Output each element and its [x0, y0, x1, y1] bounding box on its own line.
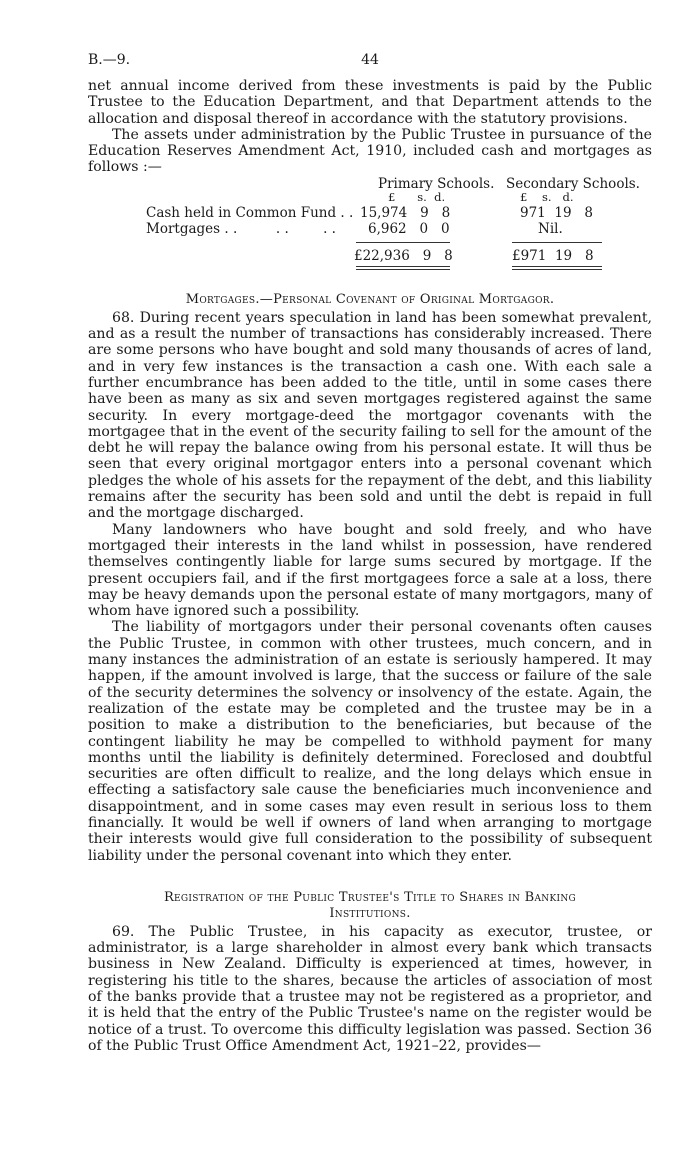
secondary-schools-header: Secondary Schools. — [506, 175, 640, 192]
subtotal-rule-secondary — [512, 242, 602, 243]
mortgages-secondary-value: Nil. — [538, 220, 563, 237]
cash-primary-value: 15,974 9 8 — [360, 204, 451, 221]
registration-heading-line-1: Registration of the Public Trustee's Title to Shares in Banking — [163, 889, 577, 905]
page-number: 44 — [361, 52, 379, 68]
registration-heading-line-2: Institutions. — [329, 905, 411, 921]
total-rule-secondary-2 — [512, 269, 602, 270]
primary-schools-header: Primary Schools. — [378, 175, 495, 192]
primary-units: £ s. d. — [388, 189, 446, 204]
total-rule-primary-2 — [356, 269, 450, 270]
liability-paragraph: The liability of mortgagors under their personal covenants often causes the Public Trustee, in common with other trustees, much concern, and in many instances the administration of an estate is seriously hampered. It may happen, if the amount involved is large, that the success or failure of the sale of the security determines the solvency or insolvency of the estate. Again, the realization of the estate may be completed and the trustee may be in a position to make a distribution to the beneficiaries, but because of the contingent liability he may be compelled to withhold payment for many months until the liability is definitely determined. Foreclosed and doubtful securities are often difficult to realize, and the long delays which ensue in effecting a satisfactory sale cause the beneficiaries much inconvenience and disappointment, and in some cases may even result in serious loss to them financially. It would be well if owners of land when arranging to mortgage their interests would give full consideration to the possibility of subsequent liability under the personal covenant into which they enter. — [88, 619, 652, 864]
cash-secondary-value: 971 19 8 — [520, 204, 593, 221]
paragraph-69: 69. The Public Trustee, in his capacity as executor, trustee, or administrator, is a large shareholder in almost every bank which transacts business in New Zealand. Difficulty is experienced at times, however, in registering his title to the shares, because the articles of association of most of the banks provide that a trustee may not be registered as a proprietor, and it is held that the entry of the Public Trustee's name on the register would be notice of a trust. To overcome this difficulty legislation was passed. Section 36 of the Public Trust Office Amendment Act, 1921–22, provides— — [88, 923, 652, 1054]
subtotal-rule-primary — [356, 242, 450, 243]
assets-paragraph: The assets under administration by the Public Trustee in pursuance of the Education Reserves Amendment Act, 1910, included cash and mortgages as follows :— — [88, 126, 652, 176]
total-rule-primary-1 — [356, 266, 450, 267]
mortgages-row-label: Mortgages . . . . . . — [146, 220, 336, 237]
cash-row-label: Cash held in Common Fund . . — [146, 204, 354, 221]
section-heading-registration — [88, 890, 652, 922]
total-primary-value: £22,936 9 8 — [354, 247, 453, 264]
assets-table — [88, 176, 652, 278]
section-heading-mortgages: Mortgages.—Personal Covenant of Original Mortgagor. — [185, 291, 555, 307]
total-secondary-value: £971 19 8 — [512, 247, 594, 264]
secondary-units: £ s. d. — [520, 189, 574, 204]
mortgages-primary-value: 6,962 0 0 — [368, 220, 450, 237]
page-header — [88, 52, 652, 78]
report-reference: B.—9. — [88, 52, 131, 68]
document-page — [88, 52, 652, 1054]
intro-paragraph: net annual income derived from these investments is paid by the Public Trustee to the Education Department, and that Department attends to the allocation and disposal thereof in accordance with the statutory provisions. — [88, 78, 652, 127]
paragraph-68: 68. During recent years speculation in land has been somewhat prevalent, and as a result the number of transactions has considerably increased. There are some persons who have bought and sold many thousands of acres of land, and in very few instances is the transaction a cash one. With each sale a further encumbrance has been added to the title, until in some cases there have been as many as six and seven mortgages registered against the same security. In every mortgage-deed the mortgagor covenants with the mortgagee that in the event of the security failing to sell for the amount of the debt he will repay the balance owing from his personal estate. It will thus be seen that every original mortgagor enters into a personal covenant which pledges the whole of his assets for the repayment of the debt, and this liability remains after the security has been sold and until the debt is repaid in full and the mortgage discharged. — [88, 309, 652, 522]
landowners-paragraph: Many landowners who have bought and sold freely, and who have mortgaged their interests in the land whilst in possession, have rendered themselves contingently liable for large sums secured by mortgage. If the present occupiers fail, and if the first mortgagees force a sale at a loss, there may be heavy demands upon the personal estate of many mortgagors, many of whom have ignored such a possibility. — [88, 521, 652, 620]
total-rule-secondary-1 — [512, 266, 602, 267]
